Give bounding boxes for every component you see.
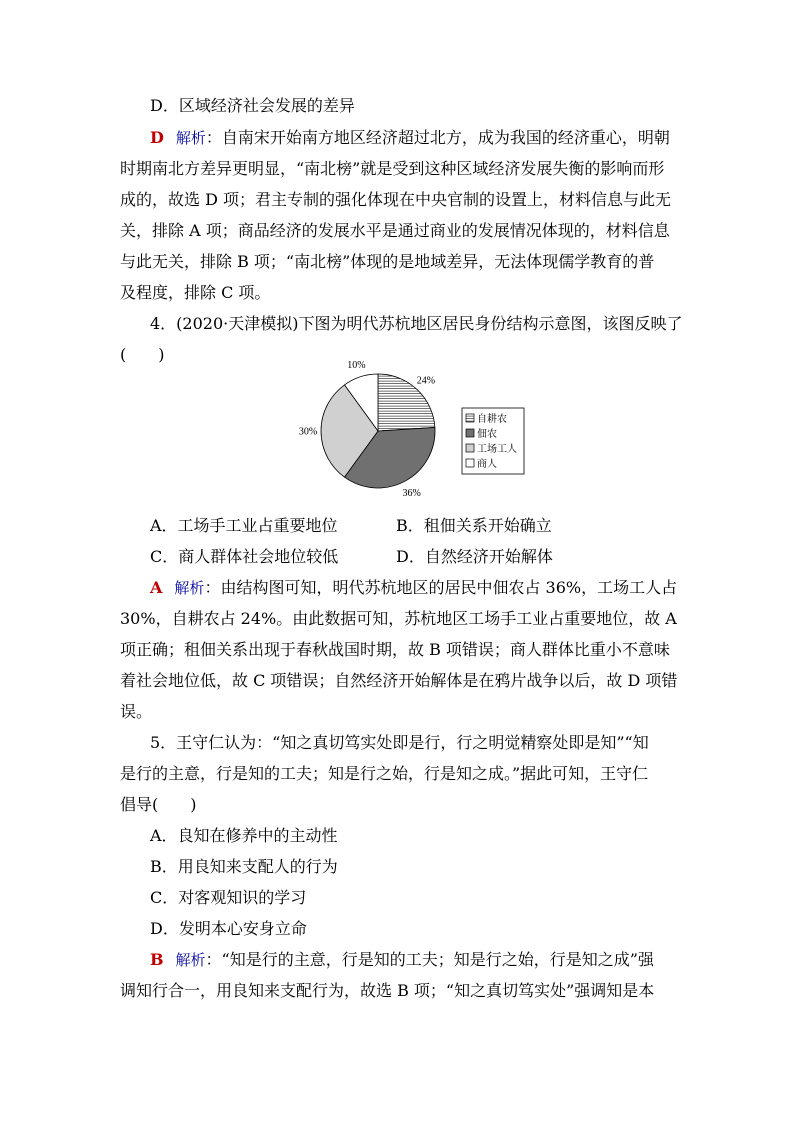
q5-analysis-line-1: B 解析：“知是行的主意，行是知的工夫；知是行之始，行是知之成”强 xyxy=(150,950,654,969)
legend-swatch-2 xyxy=(466,429,474,437)
q5-stem-line-2: 是行的主意，行是知的工夫；知是行之始，行是知之成。”据此可知，王守仁 xyxy=(120,764,649,783)
q5-stem-line-1: 5．王守仁认为：“知之真切笃实处即是行，行之明觉精察处即是知”“知 xyxy=(150,733,649,752)
q4-analysis-label: 解析 xyxy=(174,579,205,597)
q4-stem-line-2: ( ) xyxy=(120,345,165,364)
legend-label-3: 工场工人 xyxy=(477,444,517,455)
legend-label-4: 商人 xyxy=(477,459,497,470)
q3-analysis-line-3: 成的，故选 D 项；君主专制的强化体现在中央官制的设置上，材料信息与此无 xyxy=(120,190,672,209)
q3-analysis-line-2: 时期南北方差异更明显，“南北榜”就是受到这种区域经济发展失衡的影响而形 xyxy=(120,159,665,178)
legend-swatch-4 xyxy=(466,459,474,467)
q4-analysis-line-5: 误。 xyxy=(120,702,153,721)
q3-analysis-line-1: D 解析：自南宋开始南方地区经济超过北方，成为我国的经济重心，明朝 xyxy=(150,128,670,147)
pie-label-3: 30% xyxy=(298,426,318,438)
q5-option-d: D．发明本心安身立命 xyxy=(150,919,307,938)
q5-option-c: C．对客观知识的学习 xyxy=(150,888,307,907)
q4-option-b: B．租佃关系开始确立 xyxy=(396,516,552,535)
q4-analysis-line-3: 项正确；租佃关系出现于春秋战国时期，故 B 项错误；商人群体比重小不意味 xyxy=(120,640,670,659)
legend-swatch-3 xyxy=(466,444,474,452)
q3-option-d: D．区域经济社会发展的差异 xyxy=(150,96,355,115)
q4-analysis-line-4: 着社会地位低，故 C 项错误；自然经济开始解体是在鸦片战争以后，故 D 项错 xyxy=(120,671,678,690)
q4-analysis-line-2: 30%，自耕农占 24%。由此数据可知，苏杭地区工场手工业占重要地位，故 A xyxy=(120,609,677,628)
pie-label-1: 24% xyxy=(416,375,436,387)
q5-analysis-label: 解析 xyxy=(175,951,206,969)
q5-answer: B xyxy=(150,950,164,969)
q3-analysis-line-4: 关，排除 A 项；商品经济的发展水平是通过商业的发展情况体现的，材料信息 xyxy=(120,221,670,240)
legend-swatch-1 xyxy=(466,414,474,422)
q4-option-a: A．工场手工业占重要地位 xyxy=(150,516,338,535)
legend-label-1: 自耕农 xyxy=(477,414,507,425)
q4-option-c: C．商人群体社会地位较低 xyxy=(150,547,339,566)
pie-label-2: 36% xyxy=(402,487,421,499)
q4-answer: A xyxy=(150,578,163,597)
q3-analysis-line-5: 与此无关，排除 B 项；“南北榜”体现的是地域差异，无法体现儒学教育的普 xyxy=(120,252,655,271)
q3-answer: D xyxy=(150,128,164,147)
legend-label-2: 佃农 xyxy=(477,429,497,440)
q4-analysis-line-1: A 解析：由结构图可知，明代苏杭地区的居民中佃农占 36%，工场工人占 xyxy=(150,578,678,597)
q4-option-d: D．自然经济开始解体 xyxy=(396,547,553,566)
q5-analysis-line-2: 调知行合一，用良知来支配行为，故选 B 项；“知之真切笃实处”强调知是本 xyxy=(120,981,655,1000)
q5-option-b: B．用良知来支配人的行为 xyxy=(150,857,338,876)
q5-stem-line-3: 倡导( ) xyxy=(120,795,197,814)
q3-analysis-line-6: 及程度，排除 C 项。 xyxy=(120,283,271,302)
q3-analysis-label: 解析 xyxy=(175,129,206,147)
q4-stem-line-1: 4．(2020·天津模拟)下图为明代苏杭地区居民身份结构示意图，该图反映了 xyxy=(150,314,683,333)
pie-chart xyxy=(290,359,550,508)
pie-label-4: 10% xyxy=(347,359,366,371)
q5-option-a: A．良知在修养中的主动性 xyxy=(150,826,338,845)
